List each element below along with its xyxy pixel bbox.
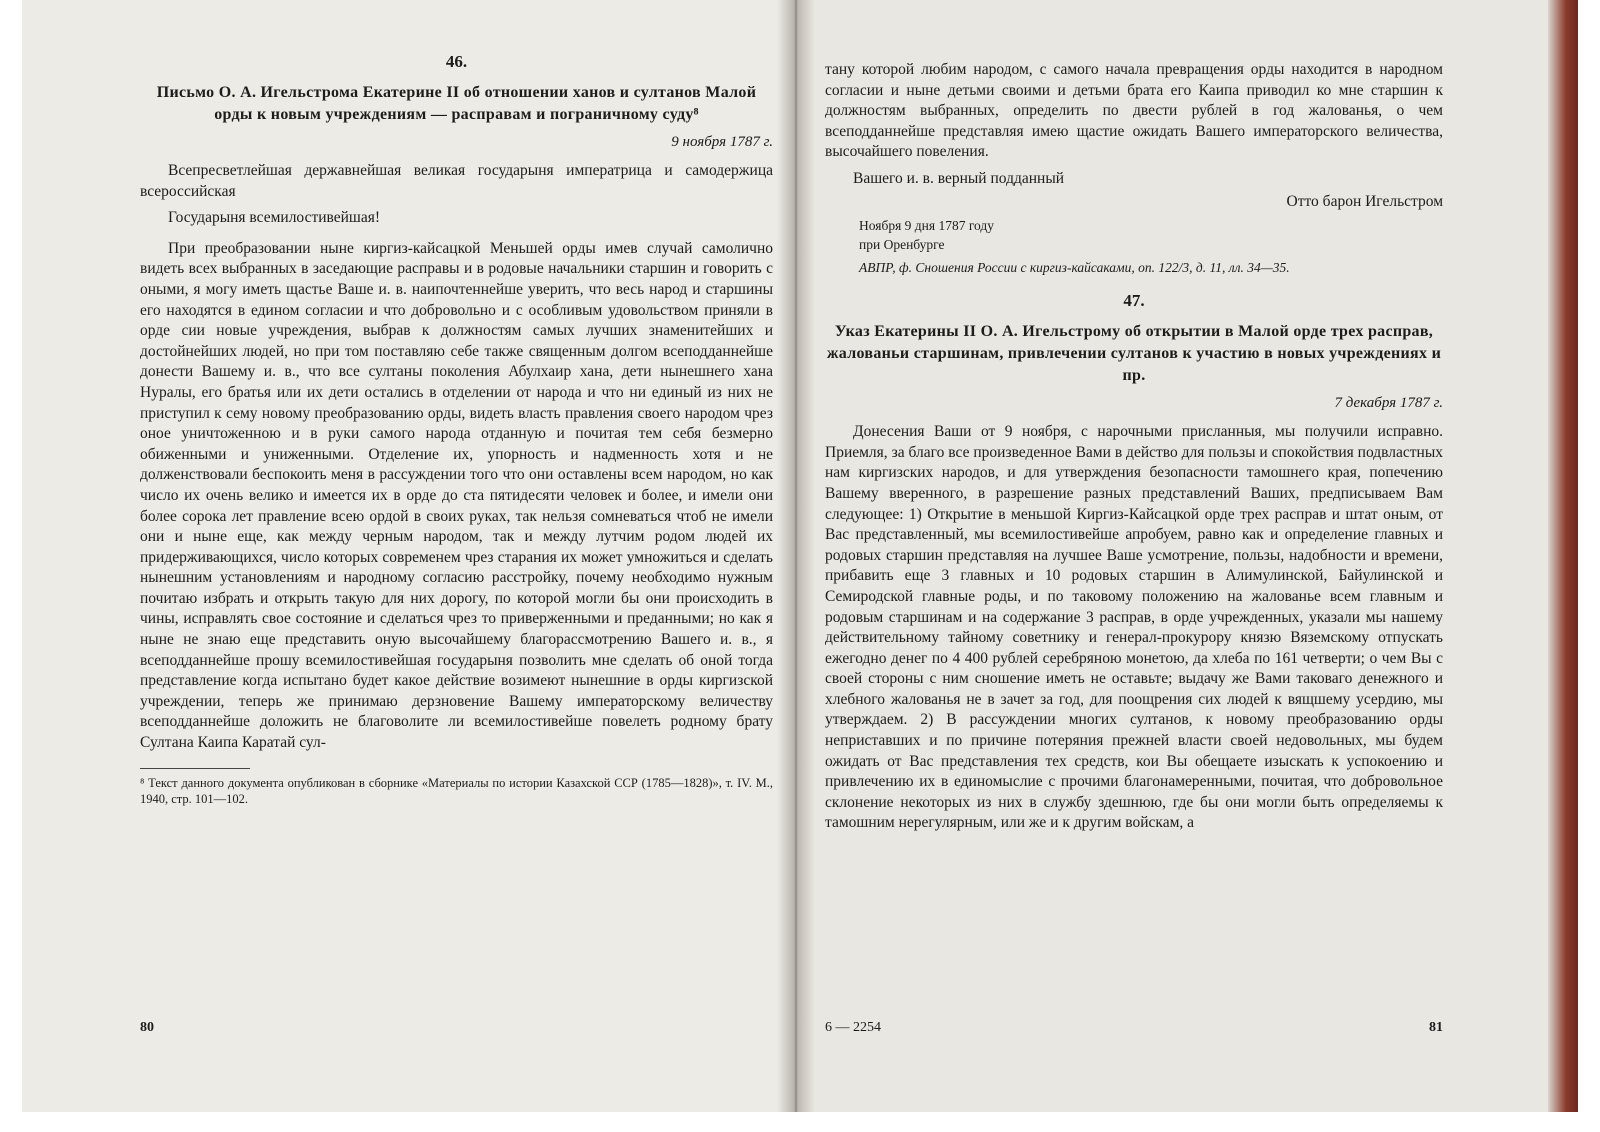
doc-47-date: 7 декабря 1787 г. [1334,395,1443,412]
doc-46-place-date-2: при Оренбурге [859,237,945,253]
book-gutter [777,0,815,1112]
doc-46-signature: Отто барон Игельстром [1286,192,1443,210]
doc-46-address: Всепресветлейшая державнейшая великая государыня императрица и самодержица всероссийская [140,162,773,200]
footnote-8: ⁸ Текст данного документа опубликован в сборнике «Материалы по истории Казахской ССР (1785—1828)», т. IV. М., 1940, стр. 101—102. [140,775,773,806]
footnote-rule [140,768,250,769]
page-number-81: 81 [1429,1020,1443,1035]
doc-46-continuation: тану которой любим народом, с самого начала превращения орды находится в народном согласии и ныне детьми своими и детьми брата его Каипа приводил ко мне старшин к должностям выбранных, определить по двести рублей в год жалованья, о чем всеподданнейше представляя имею щастие ожидать Вашего императорского величества, высочайшего повеления. [825,61,1443,161]
doc-number-47: 47. [1123,291,1145,311]
doc-46-closing: Вашего и. в. верный подданный [853,169,1065,187]
doc-46-place-date-1: Ноября 9 дня 1787 году [859,218,995,234]
doc-46-body: При преобразовании ныне киргиз-кайсацкой Меньшей орды имев случай самолично видеть всех выбранных в заседающие расправы и в родовые начальники старшин и говорить с оными, я могу иметь щастье Ваше и. в. наипочтеннейше уверить, что весь народ и старшины его находятся в едином согласии и что добровольно и с особливым удовольством приняли в орде сии новые учреждения, выбрав к должностям самых лучших знаменитейших и достойнейших людей, но при том поставляю себе также священным долгом всеподданнейше донести Вашему и. в., что все султаны поколения Абулхаир хана, дети нынешнего хана Нуралы, его братья или их дети остались в отделении от народа и что ни единый из них не приступил к сему новому преобразованию орды, видеть власть правления своего народом чрез оное уничтоженною и в руки самого народа отданную и почитая тем себя безмерно обиженными и униженными. Отделение их, упорность и надменность хотя и не долженствовали беспокоить меня в рассуждении того что они оставлены всем народом, но как число их очень велико и имеется их в орде до ста пятидесяти человек и более, и имели они более сорока лет правление всею ордой в своих руках, так нельзя сомневаться чтоб не имели они и ныне еще, как между черным народом, так и между лутчим родом людей их придерживающихся, число которых современем чрез старания их может умножиться и сделать нынешним установлениям и народному согласию расстройку, почему необходимо нужным почитаю избрать и открыть такую для них дорогу, по которой могли бы они происходить в чины, исправлять свое состояние и сделаться чрез то приверженными и преданными; но как я ныне не знаю еще представить оную высочайшему благорассмотрению Вашего и. в., я всеподданнейше прошу всемилостивейшая государыня позволить мне сделать об оной тогда представление когда испытано будет какое действие возимеют нынешние в орды киргизской учреждении, теперь же принимаю дерзновение Вашему императорскому величеству всеподданнейше доложить не благоволите ли всемилостивейше повелеть родному брату Султана Каипа Каратай сул- [140,239,773,752]
right-page [795,0,1578,1112]
doc-46-salutation: Государыня всемилостивейшая! [168,209,381,227]
doc-47-body: Донесения Ваши от 9 ноября, с нарочными присланныя, мы получили исправно. Приемля, за благо все произведенное Вами в действо для пользы и спокойствия подвластных нам киргизских народов, и для утверждения безопасности тамошнего края, попечению Вашему вверенного, в разрешение разных представлений Ваших, предписываем Вам следующее: 1) Открытие в меньшой Киргиз-Кайсацкой орде трех расправ и штат оным, от Вас представленный, мы всемилостивейше апробуем, равно как и определение главных и родовых старшин представляя на лучшее Ваше усмотрение, пользы, надобности и времени, прибавить еще 3 главных и 10 родовых старшин в Алимулинской, Байулинской и Семиродской главные роды, и по таковому положению на жалованье всем главным и родовым старшинам и на содержание 3 расправ, в орде учрежденных, указали мы нашему действительному тайному советнику и генерал-прокурору князю Вяземскому отпускать ежегодно денег по 4 400 рублей серебряною монетою, да хлеба по 161 четверти; о чем Вы с своей стороны с ним сношение иметь не оставьте; выдачу же Вами таковаго денежного и хлебного жалованья не в зачет за год, для поощрения сих людей к вящшему усердию, мы утверждаем. 2) В рассуждении многих султанов, к новому преобразованию орды неприставших и по причине потеряния прежней власти своей недовольных, мы будем ожидать от Вас представления тех средств, кои Вы обещаете изыскать к успокоению и привлечению их в единомыслие с прочими благонамеренными, почитая, что добровольное склонение некоторых из них в службу здешнюю, где бы они могли быть определяемы к тамошним нерегулярным, или же и к другим войскам, а [825,423,1443,832]
book-right-edge [1548,0,1578,1112]
doc-46-date: 9 ноября 1787 г. [671,134,773,150]
doc-number-46: 46. [445,52,468,71]
doc-46-source: АВПР, ф. Сношения России с киргиз-кайсаками, оп. 122/3, д. 11, лл. 34—35. [859,260,1290,276]
left-page [22,0,795,1112]
signature-mark: 6 — 2254 [825,1020,881,1035]
doc-47-title: Указ Екатерины II О. А. Игельстрому об открытии в Малой орде трех расправ, жалованьи старшинам, привлечении султанов к участию в новых учреждениях и пр. [826,323,1442,385]
doc-46-title: Письмо О. А. Игельстрома Екатерине II об отношении ханов и султанов Малой орды к новым учреждениям — расправам и пограничному суду⁸ [156,84,757,123]
page-number-80: 80 [140,1020,154,1035]
